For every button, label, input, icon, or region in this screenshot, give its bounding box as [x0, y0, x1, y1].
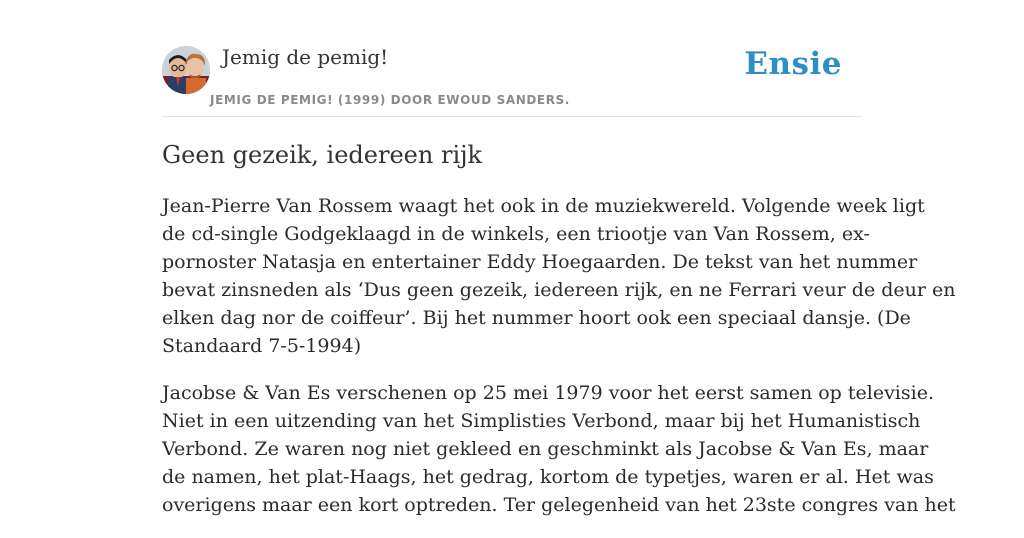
paragraph — [162, 379, 956, 519]
text-line: overigens maar een kort optreden. Ter gelegenheid van het 23ste congres van het — [162, 494, 956, 516]
book-title[interactable]: Jemig de pemig! — [222, 45, 389, 69]
text-line: Niet in een uitzending van het Simplisties Verbond, maar bij het Humanistisch — [162, 410, 921, 432]
book-meta: JEMIG DE PEMIG! (1999) DOOR EWOUD SANDERS. — [210, 93, 570, 107]
text-line: Jacobse & Van Es verschenen op 25 mei 1979 voor het eerst samen op televisie. — [162, 382, 934, 404]
text-line: pornoster Natasja en entertainer Eddy Hoegaarden. De tekst van het nummer — [162, 251, 918, 273]
text-line: elken dag nor de coiffeur’. Bij het nummer hoort ook een speciaal dansje. (De — [162, 307, 911, 329]
text-line: Jean-Pierre Van Rossem waagt het ook in de muziekwereld. Volgende week ligt — [162, 195, 925, 217]
paragraph — [162, 192, 956, 360]
text-line: bevat zinsneden als ‘Dus geen gezeik, iedereen rijk, en ne Ferrari veur de deur en — [162, 279, 956, 301]
text-line: de namen, het plat-Haags, het gedrag, kortom de typetjes, waren er al. Het was — [162, 466, 934, 488]
book-header — [162, 0, 862, 117]
entry-title: Geen gezeik, iedereen rijk — [162, 141, 483, 169]
brand-logo[interactable]: Ensie — [744, 46, 842, 82]
entry-content — [162, 192, 956, 538]
book-cover-avatar-icon — [162, 46, 210, 94]
book-avatar[interactable] — [162, 46, 210, 94]
text-line: Verbond. Ze waren nog niet gekleed en geschminkt als Jacobse & Van Es, maar — [162, 438, 929, 460]
page — [162, 0, 956, 516]
text-line: Standaard 7-5-1994) — [162, 335, 362, 357]
text-line: de cd-single Godgeklaagd in de winkels, een triootje van Van Rossem, ex- — [162, 223, 870, 245]
